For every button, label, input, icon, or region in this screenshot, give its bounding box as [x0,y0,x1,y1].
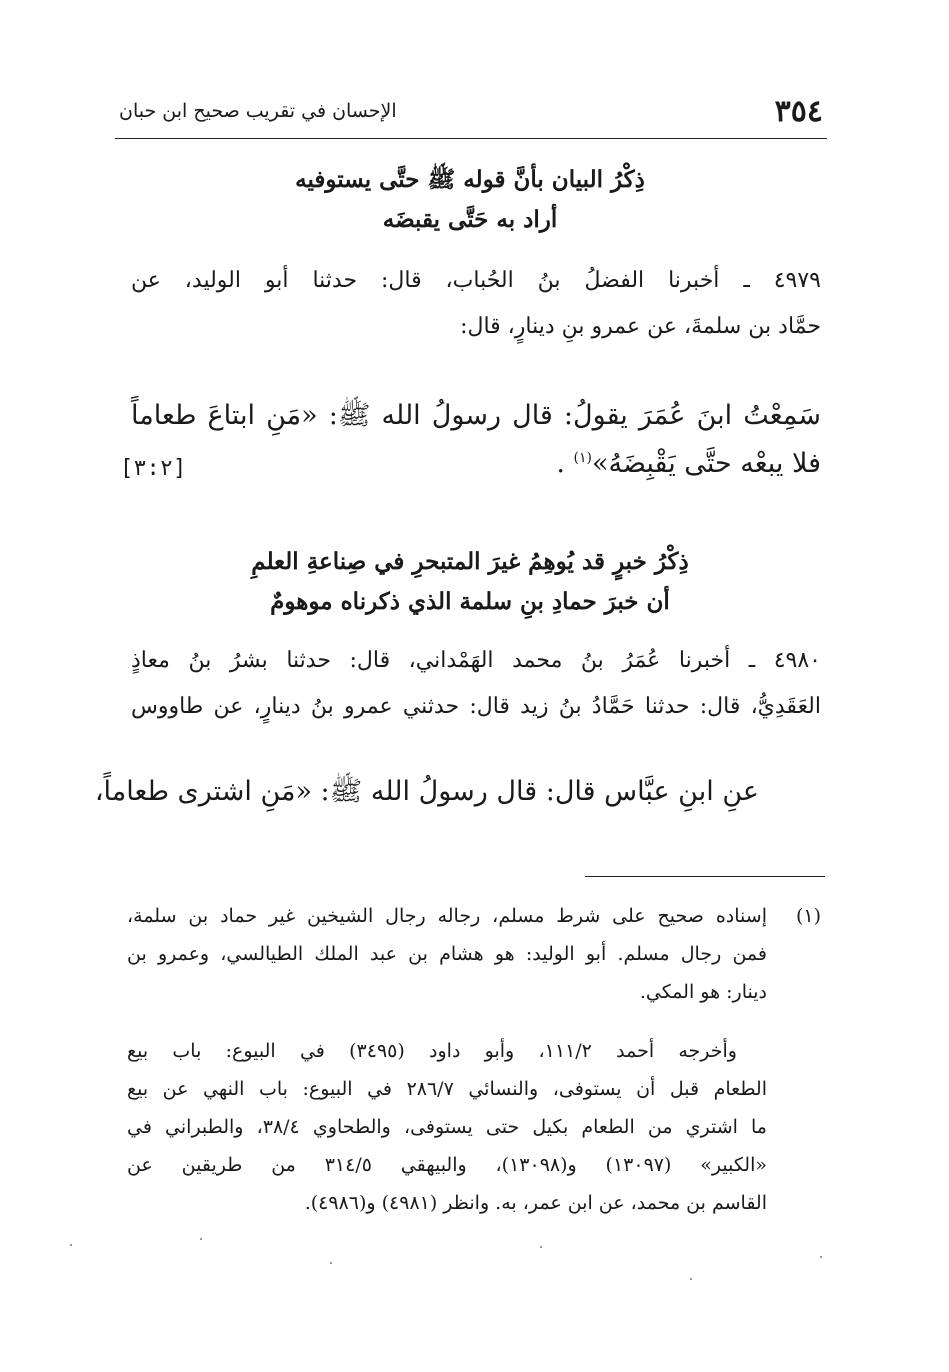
footnote-line: وأخرجه أحمد ١١١/٢، وأبو داود (٣٤٩٥) في البيوع: باب بيع [127,1040,737,1062]
footnote-line: إسناده صحيح على شرط مسلم، رجاله رجال الشيخين غير حماد بن سلمة، [127,905,767,927]
scan-speck [70,1244,72,1246]
isnad-line: العَقَدِيُّ، قال: حدثنا حَمَّادُ بنُ زيد قال: حدثني عمرو بنُ دينارٍ، عن طاووس [131,694,821,719]
footnote-separator [585,876,825,877]
section-heading-2 [120,542,820,622]
scan-speck [690,1278,692,1280]
footnote-line: دينار: هو المكي. [639,981,767,1003]
isnad-line: ٤٩٨٠ ـ أخبرنا عُمَرُ بنُ محمد الهَمْداني، قال: حدثنا بشرُ بنُ معاذٍ [131,648,821,673]
heading-line: ذِكْرُ خبرٍ قد يُوهِمُ غيرَ المتبحرِ في صِناعةِ العلمِ [251,548,689,575]
footnote-line: القاسم بن محمد، عن ابن عمر، به. وانظر (٤٩٨١) و(٤٩٨٦). [304,1192,767,1214]
isnad-line: حمَّاد بن سلمةَ، عن عمرو بنِ دينارٍ، قال: [460,314,821,339]
scan-speck [330,1262,332,1264]
heading-line: أراد به حَتَّى يقبضَه [382,206,558,233]
scan-speck [820,1256,822,1258]
footnote-line: فمن رجال مسلم. أبو الوليد: هو هشام بن عبد الملك الطيالسي، وعمرو بن [127,943,767,965]
heading-line: أن خبرَ حمادِ بنِ سلمة الذي ذكرناه موهومٌ [270,588,670,615]
footnote-line: الطعام قبل أن يستوفى، والنسائي ٢٨٦/٧ في البيوع: باب النهي عن بيع [127,1078,767,1100]
matn-line: عنِ ابنِ عبَّاس قال: قال رسولُ الله ﷺ: «مَنِ اشترى طعاماً، [94,776,759,807]
footnote-reference[interactable]: (١) [573,450,592,466]
isnad-line: ٤٩٧٩ ـ أخبرنا الفضلُ بنُ الحُباب، قال: حدثنا أبو الوليد، عن [131,268,821,293]
matn-period: . [556,448,565,479]
footnote-line: «الكبير» (١٣٠٩٧) و(١٣٠٩٨)، والبيهقي ٣١٤/٥ من طريقين عن [127,1154,767,1176]
matn-line: سَمِعْتُ ابنَ عُمَرَ يقولُ: قال رسولُ الله ﷺ: «مَنِ ابتاعَ طعاماً [131,400,821,431]
footnote-marker: (١) [795,905,821,927]
footnote-line: ما اشتري من الطعام بكيل حتى يستوفى، والطحاوي ٣٨/٤، والطبراني في [127,1116,767,1138]
scan-speck [540,1246,542,1248]
page-header [115,92,827,139]
scan-speck [200,1238,202,1240]
cross-reference: [٣:٢] [120,456,187,481]
section-heading-1 [120,160,820,240]
page-number: ٣٥٤ [774,94,823,129]
matn-text: فلا يبعْه حتَّى يَقْبِضَهُ» [592,448,821,479]
running-title: الإحسان في تقريب صحيح ابن حبان [119,100,397,122]
heading-line: ذِكْرُ البيان بأنَّ قوله ﷺ حتَّى يستوفيه [295,166,645,193]
matn-line [261,448,821,479]
